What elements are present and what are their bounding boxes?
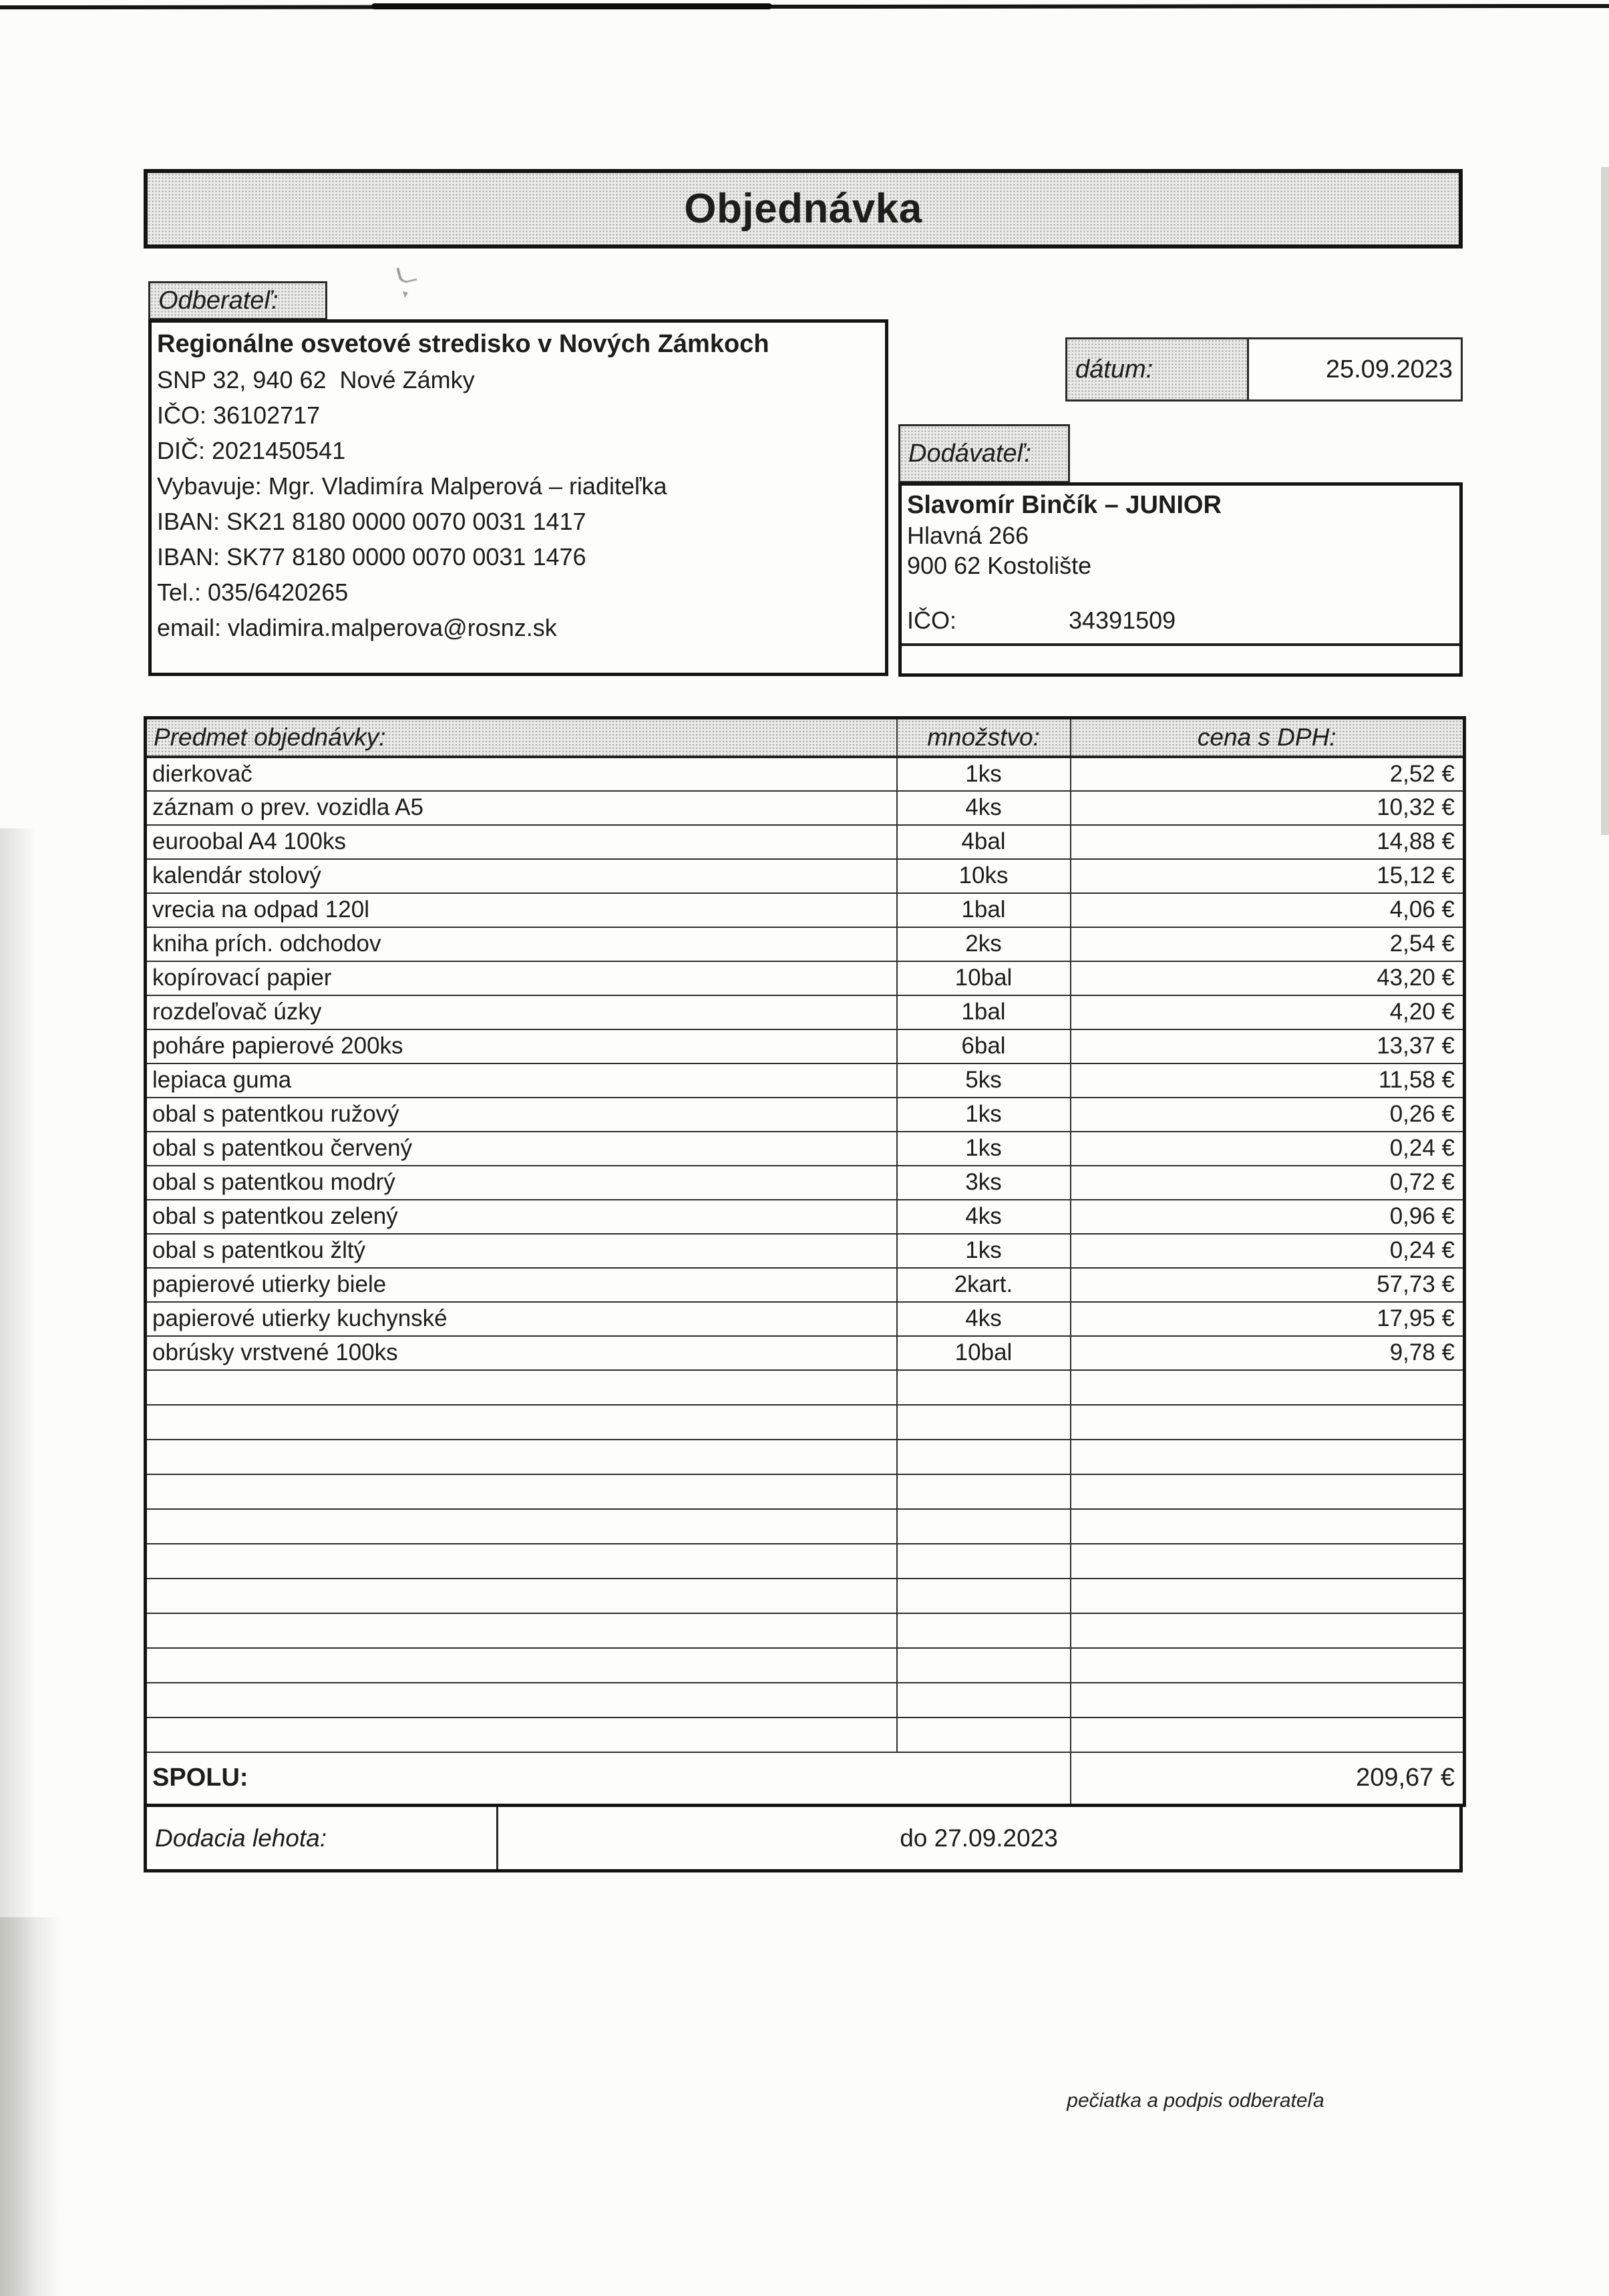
order-empty-cell	[897, 1648, 1071, 1683]
order-empty-row	[146, 1544, 1465, 1579]
order-empty-cell	[897, 1613, 1071, 1648]
order-table-header-row	[146, 718, 1465, 757]
order-empty-cell	[1071, 1648, 1465, 1683]
date-value: 25.09.2023	[1249, 337, 1463, 401]
order-item-name: rozdeľovač úzky	[146, 995, 897, 1029]
order-item-price: 15,12 €	[1071, 859, 1465, 893]
order-item-name: lepiaca guma	[146, 1063, 897, 1098]
customer-info-line: DIČ: 2021450541	[157, 437, 346, 464]
order-item-name: záznam o prev. vozidla A5	[146, 791, 897, 825]
order-item-name: vrecia na odpad 120l	[146, 893, 897, 927]
order-item-price: 11,58 €	[1071, 1063, 1465, 1098]
order-item-qty: 1ks	[897, 1234, 1071, 1268]
customer-info-line: Vybavuje: Mgr. Vladimíra Malperová – riaditeľka	[157, 472, 667, 500]
order-item-row	[146, 791, 1465, 825]
order-empty-cell	[1071, 1405, 1465, 1440]
order-empty-row	[146, 1717, 1465, 1752]
order-item-name: kopírovací papier	[146, 961, 897, 995]
customer-info-line: IČO: 36102717	[157, 401, 321, 429]
customer-name: Regionálne osvetové stredisko v Nových Zámkoch	[157, 330, 769, 358]
order-item-price: 10,32 €	[1071, 791, 1465, 825]
order-empty-cell	[146, 1405, 897, 1440]
order-empty-cell	[146, 1509, 897, 1544]
order-item-qty: 2ks	[897, 927, 1071, 961]
order-empty-row	[146, 1474, 1465, 1509]
order-item-row	[146, 1132, 1465, 1166]
order-empty-row	[146, 1440, 1465, 1474]
order-empty-row	[146, 1683, 1465, 1717]
order-item-name: papierové utierky biele	[146, 1268, 897, 1302]
delivery-deadline-value: do 27.09.2023	[900, 1824, 1058, 1852]
order-empty-cell	[146, 1717, 897, 1752]
order-item-row	[146, 1234, 1465, 1268]
order-empty-cell	[146, 1613, 897, 1648]
order-item-qty: 1bal	[897, 995, 1071, 1029]
order-empty-cell	[897, 1509, 1071, 1544]
scan-artifact-right-edge-shadow	[1601, 167, 1609, 835]
order-empty-row	[146, 1405, 1465, 1440]
order-item-price: 9,78 €	[1071, 1336, 1465, 1370]
order-item-price: 57,73 €	[1071, 1268, 1465, 1302]
order-item-qty: 4ks	[897, 791, 1071, 825]
order-empty-cell	[1071, 1544, 1465, 1579]
order-empty-cell	[1071, 1370, 1465, 1405]
order-empty-row	[146, 1370, 1465, 1405]
order-item-row	[146, 893, 1465, 927]
supplier-address-line: 900 62 Kostolište	[907, 552, 1092, 579]
order-item-qty: 4ks	[897, 1302, 1071, 1336]
date-label: dátum:	[1065, 337, 1249, 401]
order-empty-cell	[1071, 1613, 1465, 1648]
order-item-name: obrúsky vrstvené 100ks	[146, 1336, 897, 1370]
supplier-ico-row	[902, 598, 1459, 646]
order-empty-cell	[146, 1370, 897, 1405]
order-item-qty: 10bal	[897, 1336, 1071, 1370]
order-item-qty: 4bal	[897, 825, 1071, 859]
order-item-price: 0,24 €	[1071, 1234, 1465, 1268]
total-value: 209,67 €	[1071, 1752, 1465, 1806]
order-item-qty: 4ks	[897, 1200, 1071, 1234]
customer-info-line: Tel.: 035/6420265	[157, 579, 349, 606]
order-item-qty: 10ks	[897, 859, 1071, 893]
order-empty-cell	[897, 1370, 1071, 1405]
order-item-qty: 2kart.	[897, 1268, 1071, 1302]
order-empty-cell	[146, 1683, 897, 1717]
customer-info-line: SNP 32, 940 62 Nové Zámky	[157, 366, 475, 393]
order-items-table	[144, 716, 1466, 1807]
scan-artifact-top-line	[0, 4, 1609, 9]
order-item-row	[146, 961, 1465, 995]
stamp-signature-note: pečiatka a podpis odberateľa	[1067, 2090, 1324, 2112]
order-empty-cell	[897, 1544, 1071, 1579]
order-item-name: euroobal A4 100ks	[146, 825, 897, 859]
order-items-body	[146, 757, 1465, 1752]
title-box	[144, 169, 1463, 249]
order-item-price: 13,37 €	[1071, 1029, 1465, 1063]
order-item-row	[146, 1336, 1465, 1370]
scan-artifact-top-line-thick	[371, 3, 772, 9]
scan-artifact-pen-dot	[403, 291, 408, 298]
order-empty-cell	[1071, 1509, 1465, 1544]
order-table-section	[144, 716, 1463, 1872]
order-empty-row	[146, 1579, 1465, 1613]
order-empty-cell	[897, 1440, 1071, 1474]
order-item-row	[146, 859, 1465, 893]
customer-info-line: IBAN: SK21 8180 0000 0070 0031 1417	[157, 508, 586, 535]
order-item-name: obal s patentkou žltý	[146, 1234, 897, 1268]
order-item-row	[146, 1029, 1465, 1063]
order-empty-cell	[897, 1683, 1071, 1717]
supplier-ico-value: 34391509	[1069, 607, 1176, 634]
order-item-row	[146, 927, 1465, 961]
order-item-qty: 5ks	[897, 1063, 1071, 1098]
order-item-name: obal s patentkou zelený	[146, 1200, 897, 1234]
order-item-row	[146, 1166, 1465, 1200]
order-item-price: 43,20 €	[1071, 961, 1465, 995]
column-header-qty: množstvo:	[897, 718, 1071, 757]
order-item-price: 2,52 €	[1071, 757, 1465, 791]
order-empty-cell	[1071, 1683, 1465, 1717]
document-title: Objednávka	[684, 186, 922, 232]
order-item-name: obal s patentkou červený	[146, 1132, 897, 1166]
order-empty-cell	[146, 1544, 897, 1579]
supplier-ico-label: IČO:	[907, 607, 957, 634]
order-total-body	[146, 1752, 1465, 1806]
total-label: SPOLU:	[146, 1752, 1071, 1806]
order-item-qty: 1bal	[897, 893, 1071, 927]
supplier-info-box	[898, 482, 1463, 677]
order-empty-cell	[1071, 1717, 1465, 1752]
order-item-price: 4,20 €	[1071, 995, 1465, 1029]
order-item-price: 17,95 €	[1071, 1302, 1465, 1336]
customer-info-box	[148, 319, 888, 676]
order-empty-cell	[897, 1717, 1071, 1752]
column-header-price: cena s DPH:	[1071, 718, 1465, 757]
order-item-name: kniha prích. odchodov	[146, 927, 897, 961]
order-empty-row	[146, 1648, 1465, 1683]
order-empty-cell	[1071, 1579, 1465, 1613]
order-empty-cell	[1071, 1440, 1465, 1474]
order-empty-cell	[146, 1579, 897, 1613]
order-item-name: dierkovač	[146, 757, 897, 791]
order-item-row	[146, 995, 1465, 1029]
delivery-deadline-label: Dodacia lehota:	[147, 1807, 498, 1869]
order-empty-row	[146, 1613, 1465, 1648]
order-empty-cell	[897, 1474, 1071, 1509]
order-item-qty: 3ks	[897, 1166, 1071, 1200]
order-item-row	[146, 825, 1465, 859]
customer-section-label: Odberateľ:	[148, 281, 327, 320]
order-item-row	[146, 1200, 1465, 1234]
order-empty-cell	[146, 1648, 897, 1683]
order-item-qty: 1ks	[897, 1132, 1071, 1166]
order-empty-cell	[1071, 1474, 1465, 1509]
order-item-row	[146, 1063, 1465, 1098]
total-row	[146, 1752, 1465, 1806]
delivery-deadline-row	[144, 1807, 1463, 1872]
order-item-price: 0,26 €	[1071, 1098, 1465, 1132]
order-item-name: papierové utierky kuchynské	[146, 1302, 897, 1336]
order-empty-cell	[897, 1579, 1071, 1613]
order-item-name: obal s patentkou modrý	[146, 1166, 897, 1200]
order-item-row	[146, 757, 1465, 791]
customer-info-line: IBAN: SK77 8180 0000 0070 0031 1476	[157, 543, 586, 570]
order-item-qty: 1ks	[897, 1098, 1071, 1132]
order-item-price: 0,96 €	[1071, 1200, 1465, 1234]
order-empty-row	[146, 1509, 1465, 1544]
order-item-price: 14,88 €	[1071, 825, 1465, 859]
order-item-qty: 10bal	[897, 961, 1071, 995]
order-item-price: 2,54 €	[1071, 927, 1465, 961]
order-item-qty: 1ks	[897, 757, 1071, 791]
order-item-name: obal s patentkou ružový	[146, 1098, 897, 1132]
order-item-price: 0,24 €	[1071, 1132, 1465, 1166]
order-item-row	[146, 1098, 1465, 1132]
order-empty-cell	[146, 1474, 897, 1509]
scan-artifact-pen-mark	[396, 264, 417, 285]
order-item-price: 4,06 €	[1071, 893, 1465, 927]
order-item-row	[146, 1268, 1465, 1302]
supplier-name: Slavomír Binčík – JUNIOR	[907, 491, 1222, 519]
order-item-name: poháre papierové 200ks	[146, 1029, 897, 1063]
scan-artifact-bottom-left-shadow	[0, 1917, 61, 2296]
order-empty-cell	[146, 1440, 897, 1474]
customer-info-lines	[157, 362, 885, 645]
order-item-name: kalendár stolový	[146, 859, 897, 893]
order-item-price: 0,72 €	[1071, 1166, 1465, 1200]
customer-info-line: email: vladimira.malperova@rosnz.sk	[157, 614, 557, 641]
order-item-row	[146, 1302, 1465, 1336]
order-empty-cell	[897, 1405, 1071, 1440]
column-header-item: Predmet objednávky:	[146, 718, 897, 757]
order-item-qty: 6bal	[897, 1029, 1071, 1063]
supplier-address-line: Hlavná 266	[907, 522, 1029, 549]
supplier-section-label: Dodávateľ:	[898, 424, 1070, 483]
